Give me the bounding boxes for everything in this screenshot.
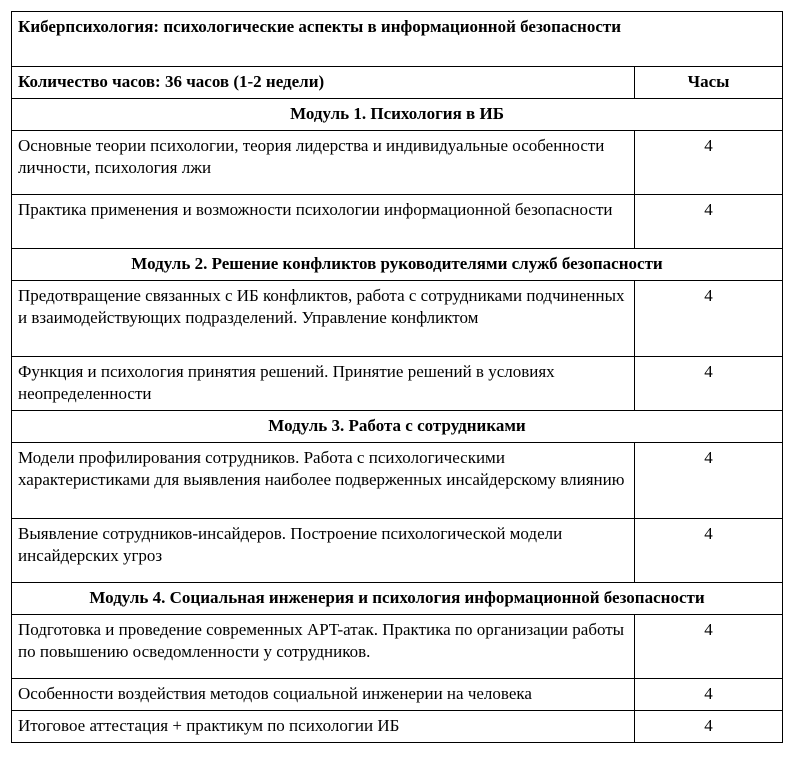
hours-cell: 4 (635, 357, 783, 411)
header-row (12, 67, 783, 99)
topic-cell: Итоговое аттестация + практикум по психологии ИБ (12, 711, 635, 743)
module-row (12, 249, 783, 281)
module-title: Модуль 1. Психология в ИБ (12, 99, 783, 131)
hours-cell: 4 (635, 615, 783, 679)
hours-cell: 4 (635, 711, 783, 743)
topic-cell: Подготовка и проведение современных APT-атак. Практика по организации работы по повышению осведомленности у сотрудников. (12, 615, 635, 679)
topic-cell: Предотвращение связанных с ИБ конфликтов, работа с сотрудниками подчиненных и взаимодействующих подразделений. Управление конфликтом (12, 281, 635, 357)
table-row (12, 615, 783, 679)
module-row (12, 583, 783, 615)
table-row (12, 519, 783, 583)
table-row (12, 679, 783, 711)
topic-cell: Основные теории психологии, теория лидерства и индивидуальные особенности личности, психология лжи (12, 131, 635, 195)
table-row (12, 357, 783, 411)
hours-cell: 4 (635, 281, 783, 357)
module-row (12, 99, 783, 131)
curriculum-table (11, 11, 783, 743)
final-row (12, 711, 783, 743)
topic-cell: Функция и психология принятия решений. Принятие решений в условиях неопределенности (12, 357, 635, 411)
table-row (12, 443, 783, 519)
hours-cell: 4 (635, 443, 783, 519)
topic-cell: Модели профилирования сотрудников. Работа с психологическими характеристиками для выявления наиболее подверженных инсайдерскому влиянию (12, 443, 635, 519)
topic-cell: Выявление сотрудников-инсайдеров. Построение психологической модели инсайдерских угроз (12, 519, 635, 583)
table-row (12, 281, 783, 357)
topic-cell: Особенности воздействия методов социальной инженерии на человека (12, 679, 635, 711)
duration-label: Количество часов: 36 часов (1-2 недели) (12, 67, 635, 99)
hours-cell: 4 (635, 131, 783, 195)
hours-cell: 4 (635, 679, 783, 711)
topic-cell: Практика применения и возможности психологии информационной безопасности (12, 195, 635, 249)
module-row (12, 411, 783, 443)
hours-cell: 4 (635, 195, 783, 249)
hours-column-header: Часы (635, 67, 783, 99)
module-title: Модуль 2. Решение конфликтов руководителями служб безопасности (12, 249, 783, 281)
hours-cell: 4 (635, 519, 783, 583)
course-title: Киберпсихология: психологические аспекты в информационной безопасности (12, 12, 783, 67)
table-row (12, 195, 783, 249)
module-title: Модуль 3. Работа с сотрудниками (12, 411, 783, 443)
table-row (12, 131, 783, 195)
module-title: Модуль 4. Социальная инженерия и психология информационной безопасности (12, 583, 783, 615)
title-row (12, 12, 783, 67)
